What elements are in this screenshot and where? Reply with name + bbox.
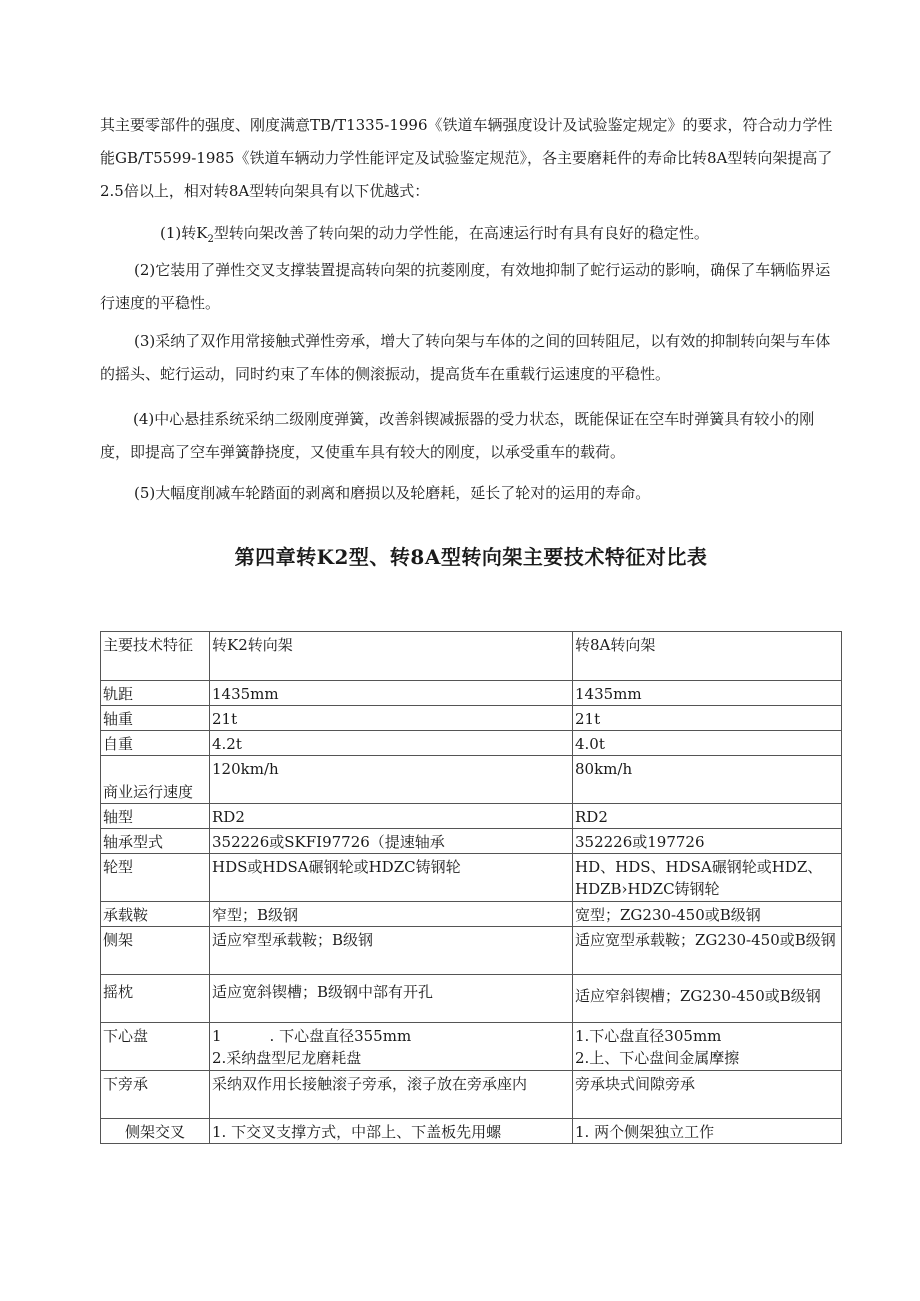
row-feature: 商业运行速度 bbox=[101, 756, 210, 804]
row-feature: 轴重 bbox=[101, 706, 210, 731]
header-8a: 转8A转向架 bbox=[573, 632, 842, 681]
row-k2-value: 1. 下交叉支撑方式，中部上、下盖板先用螺 bbox=[210, 1119, 573, 1144]
row-k2-value: 1435mm bbox=[210, 681, 573, 706]
row-8a-value bbox=[573, 1023, 842, 1071]
chapter-title: 第四章转K2型、转8A型转向架主要技术特征对比表 bbox=[234, 545, 708, 569]
row-8a-value: 21t bbox=[573, 706, 842, 731]
row-8a-value: RD2 bbox=[573, 804, 842, 829]
table-row bbox=[101, 1119, 842, 1144]
header-feature: 主要技术特征 bbox=[101, 632, 210, 681]
advantage-3: (3)采纳了双作用常接触式弹性旁承，增大了转向架与车体的之间的回转阻尼，以有效的抑制转向架与车体的摇头、蛇行运动，同时约束了车体的侧滚振动，提高货车在重载行运速度的平稳性。 bbox=[100, 332, 831, 383]
intro-paragraph: 其主要零部件的强度、刚度满意TB/T1335-1996《铁道车辆强度设计及试验鉴定规定》的要求，符合动力学性能GB/T5599-1985《铁道车辆动力学性能评定及试验鉴定规范》，各主要磨耗件的寿命比转8A型转向架提高了2.5倍以上，相对转8A型转向架具有以下优越式： bbox=[100, 116, 833, 200]
advantage-1-subscript: 2 bbox=[207, 234, 214, 245]
table-header-row bbox=[101, 632, 842, 681]
table-row bbox=[101, 681, 842, 706]
advantage-1-prefix: (1)转K bbox=[160, 224, 208, 242]
row-8a-value: 4.0t bbox=[573, 731, 842, 756]
k2-item-2: 2.采纳盘型尼龙磨耗盘 bbox=[212, 1049, 362, 1067]
header-k2: 转K2转向架 bbox=[210, 632, 573, 681]
row-k2-value: HDS或HDSA碾钢轮或HDZC铸钢轮 bbox=[210, 854, 573, 902]
advantage-2: (2)它装用了弹性交叉支撑装置提高转向架的抗菱刚度，有效地抑制了蛇行运动的影响，确保了车辆临界运行速度的平稳性。 bbox=[100, 261, 831, 312]
row-feature: 轴型 bbox=[101, 804, 210, 829]
comparison-table bbox=[100, 631, 842, 1144]
table-row bbox=[101, 804, 842, 829]
row-feature: 下旁承 bbox=[101, 1071, 210, 1119]
z8a-item-1: 1.下心盘直径305mm bbox=[575, 1027, 722, 1045]
table-row bbox=[101, 854, 842, 902]
advantage-4: (4)中心悬挂系统采纳二级刚度弹簧，改善斜锲减振器的受力状态，既能保证在空车时弹簧具有较小的刚度，即提高了空车弹簧静挠度，又使重车具有较大的刚度，以承受重车的载荷。 bbox=[100, 410, 815, 461]
row-k2-value: 4.2t bbox=[210, 731, 573, 756]
k2-item-1-number: 1 bbox=[212, 1027, 222, 1045]
row-feature: 轨距 bbox=[101, 681, 210, 706]
row-k2-value bbox=[210, 1023, 573, 1071]
row-feature: 自重 bbox=[101, 731, 210, 756]
row-k2-value: 适应宽斜锲槽；B级钢中部有开孔 bbox=[210, 975, 573, 1023]
row-feature: 侧架交叉 bbox=[101, 1119, 210, 1144]
row-k2-value: 120km/h bbox=[210, 756, 573, 804]
row-k2-value: 窄型；B级钢 bbox=[210, 902, 573, 927]
table-row bbox=[101, 706, 842, 731]
z8a-item-2: 2.上、下心盘间金属摩擦 bbox=[575, 1049, 740, 1067]
row-8a-value: HD、HDS、HDSA碾钢轮或HDZ、HDZB›HDZC铸钢轮 bbox=[573, 854, 842, 902]
row-k2-value: 采纳双作用长接触滚子旁承，滚子放在旁承座内 bbox=[210, 1071, 573, 1119]
row-8a-value: 宽型；ZG230-450或B级钢 bbox=[573, 902, 842, 927]
row-k2-value: 适应窄型承载鞍；B级钢 bbox=[210, 927, 573, 975]
advantage-1-text: 型转向架改善了转向架的动力学性能，在高速运行时有具有良好的稳定性。 bbox=[213, 224, 709, 242]
row-8a-value: 352226或197726 bbox=[573, 829, 842, 854]
row-8a-value: 适应宽型承载鞍；ZG230-450或B级钢 bbox=[573, 927, 842, 975]
row-k2-value: 352226或SKFI97726（提速轴承 bbox=[210, 829, 573, 854]
row-8a-value: 旁承块式间隙旁承 bbox=[573, 1071, 842, 1119]
table-row bbox=[101, 731, 842, 756]
table-row bbox=[101, 1071, 842, 1119]
table-row bbox=[101, 902, 842, 927]
table-row bbox=[101, 927, 842, 975]
advantage-1 bbox=[100, 217, 842, 250]
row-8a-value: 适应窄斜锲槽；ZG230-450或B级钢 bbox=[573, 975, 842, 1023]
table-row bbox=[101, 829, 842, 854]
row-feature: 侧架 bbox=[101, 927, 210, 975]
table-row bbox=[101, 756, 842, 804]
row-8a-value: 80km/h bbox=[573, 756, 842, 804]
row-feature: 下心盘 bbox=[101, 1023, 210, 1071]
table-row bbox=[101, 1023, 842, 1071]
row-k2-value: RD2 bbox=[210, 804, 573, 829]
row-k2-value: 21t bbox=[210, 706, 573, 731]
row-feature: 摇枕 bbox=[101, 975, 210, 1023]
advantage-5: (5)大幅度削减车轮踏面的剥离和磨损以及轮磨耗，延长了轮对的运用的寿命。 bbox=[134, 484, 651, 502]
row-8a-value: 1435mm bbox=[573, 681, 842, 706]
row-feature: 轴承型式 bbox=[101, 829, 210, 854]
row-8a-value: 1. 两个侧架独立工作 bbox=[573, 1119, 842, 1144]
table-row bbox=[101, 975, 842, 1023]
row-feature: 轮型 bbox=[101, 854, 210, 902]
k2-item-1 bbox=[212, 1025, 570, 1047]
row-feature: 承载鞍 bbox=[101, 902, 210, 927]
k2-item-1-text: . 下心盘直径355mm bbox=[269, 1027, 412, 1045]
